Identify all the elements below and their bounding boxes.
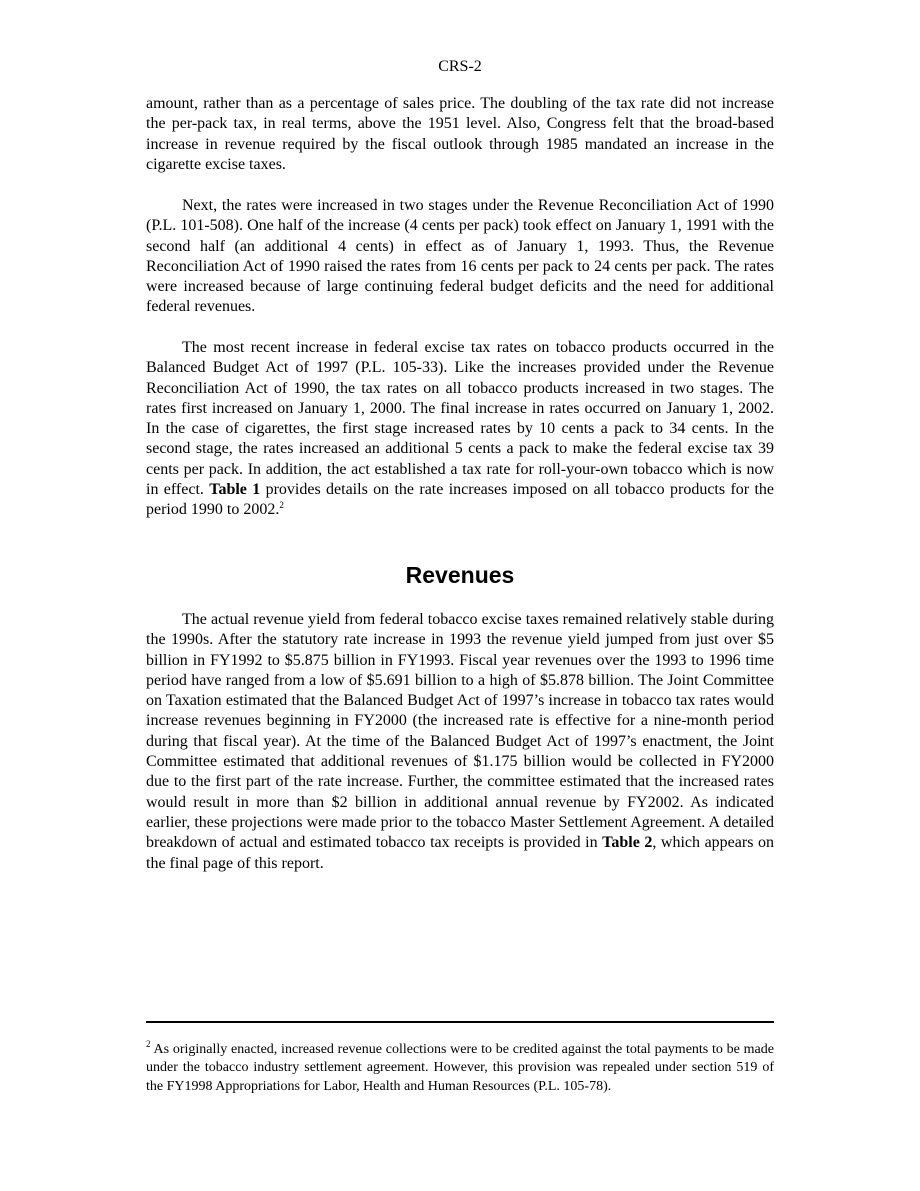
table-2-reference: Table 2 — [602, 834, 653, 852]
footnote-text — [146, 1041, 774, 1096]
paragraph-text: Next, the rates were increased in two stages under the Revenue Reconciliation Act of 1990 (P.L. 101-508). One half of the increase (4 cents per pack) took effect on January 1, 1991 with the second half (an additional 4 cents) in effect as of January 1, 1993. Thus, the Revenue Reconciliation Act of 1990 raised the rates from 16 cents per pack to 24 cents per pack. The rates were increased because of large continuing federal budget deficits and the need for additional federal revenues. — [146, 197, 774, 316]
paragraph-text — [146, 338, 774, 521]
footnote-marker: 2 — [146, 1039, 151, 1049]
paragraph-text: amount, rather than as a percentage of sales price. The doubling of the tax rate did not increase the per-pack tax, in real terms, above the 1951 level. Also, Congress felt that the broad-based increase in revenue required by the fiscal outlook through 1985 mandated an increase in the cigarette excise taxes. — [146, 95, 774, 173]
text-run: The most recent increase in federal excise tax rates on tobacco products occurred in the Balanced Budget Act of 1997 (P.L. 105-33). Like the increases provided under the Revenue Reconciliation Act of 1990, the tax rates on all tobacco products increased in two stages. The rates first increased on January 1, 2000. The final increase in rates occurred on January 1, 2002. In the case of cigarettes, the first stage increased rates by 10 cents a pack to 34 cents. In the second stage, the rates increased an additional 5 cents a pack to make the federal excise tax 39 cents per pack. In addition, the act established a tax rate for roll-your-own tobacco which is now in effect. — [146, 339, 774, 499]
table-1-reference: Table 1 — [209, 481, 261, 499]
paragraph-revenue-reconciliation — [146, 196, 774, 318]
text-run: provides details on the rate increases imposed on all tobacco products for the period 1990 to 2002. — [146, 481, 774, 519]
footnote-body: As originally enacted, increased revenue collections were to be credited against the total payments to be made under the tobacco industry settlement agreement. However, this provision was repealed under section 519 of the FY1998 Appropriations for Labor, Health and Human Resources (P.L. 105-78). — [146, 1042, 774, 1094]
text-run: The actual revenue yield from federal tobacco excise taxes remained relatively stable during the 1990s. After the statutory rate increase in 1993 the revenue yield jumped from just over $5 billion in FY1992 to $5.875 billion in FY1993. Fiscal year revenues over the 1993 to 1996 time period have ranged from a low of $5.691 billion to a high of $5.878 billion. The Joint Committee on Taxation estimated that the Balanced Budget Act of 1997’s increase in tobacco tax rates would increase revenues beginning in FY2000 (the increased rate is effective for a nine-month period during that fiscal year). At the time of the Balanced Budget Act of 1997’s enactment, the Joint Committee estimated that additional revenues of $1.175 billion would be collected in FY2000 due to the first part of the rate increase. Further, the committee estimated that the increased rates would result in more than $2 billion in additional annual revenue by FY2002. As indicated earlier, these projections were made prior to the tobacco Master Settlement Agreement. A detailed breakdown of actual and estimated tobacco tax receipts is provided in — [146, 611, 774, 852]
footnote-divider — [146, 1021, 774, 1023]
paragraph-balanced-budget-act — [146, 338, 774, 521]
section-heading-revenues: Revenues — [405, 562, 515, 588]
text-run: , which appears on the final page of this report. — [146, 834, 774, 872]
paragraph-text — [146, 610, 774, 874]
footnote-reference: 2 — [279, 500, 284, 511]
paragraph-continuation — [146, 94, 774, 175]
paragraph-revenue-yield — [146, 610, 774, 874]
footnote — [146, 1041, 774, 1096]
page-header: CRS-2 — [438, 58, 482, 75]
